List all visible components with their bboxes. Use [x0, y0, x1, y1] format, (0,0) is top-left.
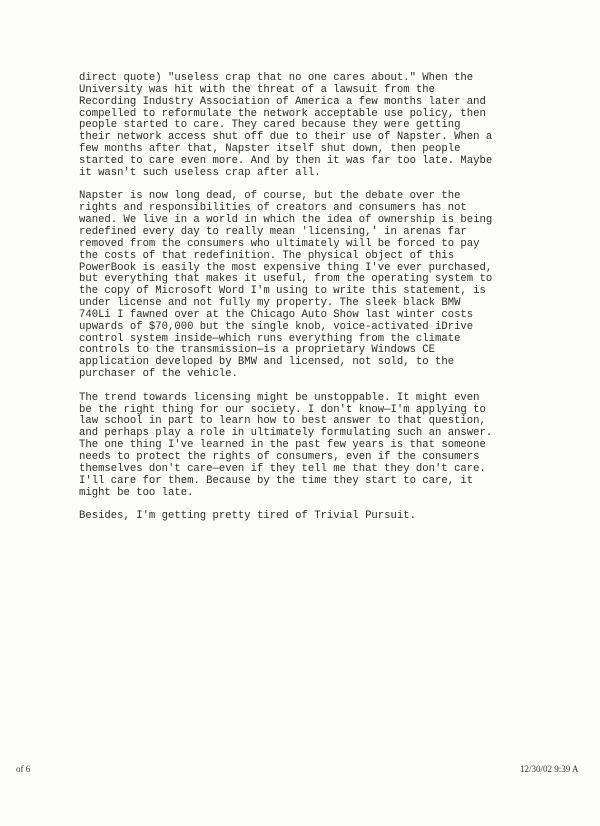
document-body	[79, 73, 549, 535]
text-line: under license and not fully my property. The sleek black BMW	[79, 297, 461, 310]
text-line: University was hit with the threat of a lawsuit from the	[79, 83, 436, 96]
text-line: started to care even more. And by then it was far too late. Maybe	[79, 154, 493, 167]
text-line: removed from the consumers who ultimately will be forced to pay	[79, 237, 480, 250]
text-line: purchaser of the vehicle.	[79, 368, 238, 381]
text-line: Besides, I'm getting pretty tired of Trivial Pursuit.	[79, 510, 416, 523]
text-line: the costs of that redefinition. The physical object of this	[79, 249, 455, 262]
text-line: The one thing I've learned in the past few years is that someone	[79, 439, 486, 452]
text-line: upwards of $70,000 but the single knob, voice-activated iDrive	[79, 320, 474, 333]
text-line: needs to protect the rights of consumers, even if the consumers	[79, 451, 480, 463]
text-line: people started to care. They cared because they were getting	[79, 119, 461, 132]
fax-timestamp: 12/30/02 9:39 A	[520, 764, 579, 774]
page-count-label: of 6	[16, 764, 31, 774]
text-line: and perhaps play a role in ultimately formulating such an answer.	[79, 427, 493, 440]
text-line: controls to the transmission—is a proprietary Windows CE	[79, 344, 436, 357]
text-line: few months after that, Napster itself shut down, then people	[79, 143, 461, 156]
text-line: be the right thing for our society. I don't know—I'm applying to	[79, 403, 486, 416]
text-line: it wasn't such useless crap after all.	[79, 166, 321, 179]
text-line: law school in part to learn how to best answer to that question,	[79, 415, 486, 428]
text-line: Recording Industry Association of America a few months later and	[79, 95, 486, 108]
text-line: I'll care for them. Because by the time they start to care, it	[79, 474, 474, 487]
text-line: direct quote) "useless crap that no one cares about." When the	[79, 72, 474, 84]
text-line: themselves don't care—even if they tell me that they don't care.	[79, 462, 486, 475]
text-line: redefined every day to really mean 'licensing,' in arenas far	[79, 225, 467, 238]
text-line: waned. We live in a world in which the idea of ownership is being	[79, 214, 493, 227]
text-line: 740Li I fawned over at the Chicago Auto Show last winter costs	[79, 308, 474, 321]
text-line: rights and responsibilities of creators and consumers has not	[79, 202, 467, 215]
text-line: might be too late.	[79, 486, 194, 499]
paragraph	[79, 191, 549, 381]
paragraph	[79, 511, 549, 523]
text-line: compelled to reformulate the network acceptable use policy, then	[79, 107, 486, 120]
text-line: The trend towards licensing might be unstoppable. It might even	[79, 391, 480, 404]
text-line: their network access shut off due to their use of Napster. When a	[79, 131, 493, 144]
text-line: but everything that makes it useful, from the operating system to	[79, 273, 493, 286]
text-line: control system inside—which runs everything from the climate	[79, 332, 461, 345]
paragraph	[79, 73, 549, 180]
text-line: application developed by BMW and licensed, not sold, to the	[79, 356, 455, 369]
text-line: PowerBook is easily the most expensive thing I've ever purchased,	[79, 261, 493, 274]
text-line: the copy of Microsoft Word I'm using to write this statement, is	[79, 285, 486, 298]
paragraph	[79, 393, 549, 500]
text-line: Napster is now long dead, of course, but the debate over the	[79, 190, 461, 203]
